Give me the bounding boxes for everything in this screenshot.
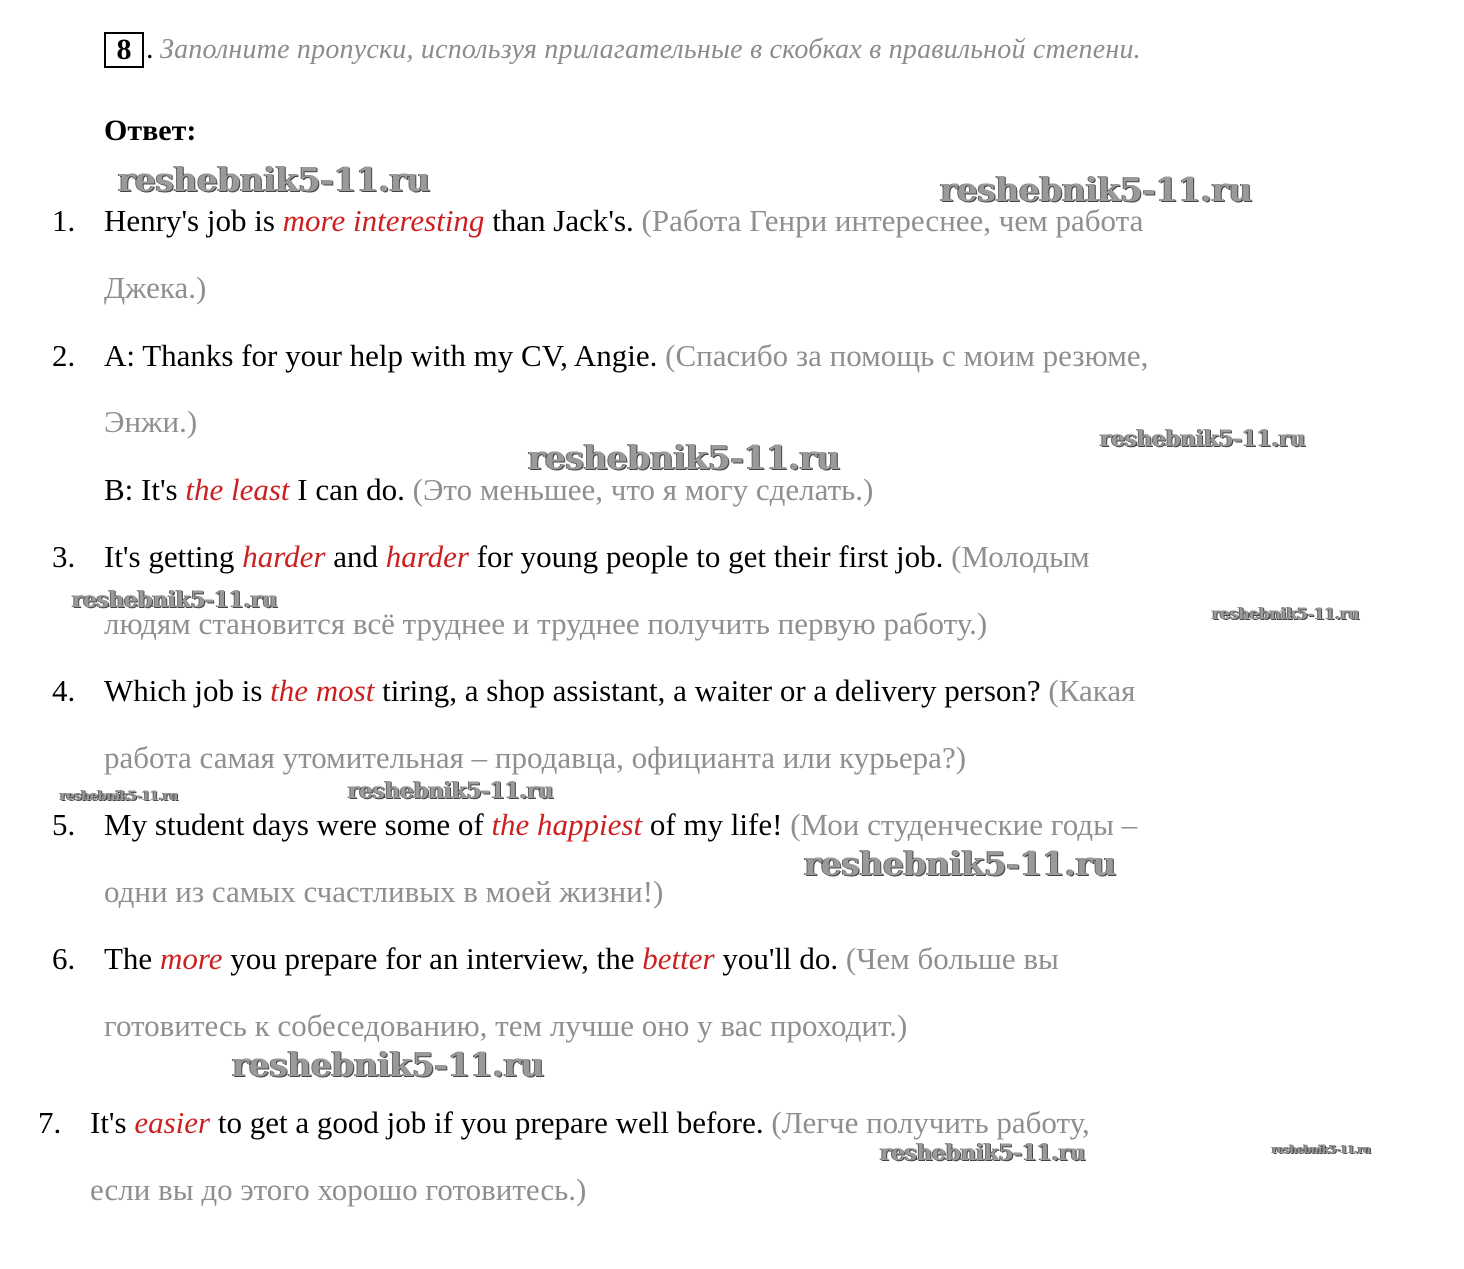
- item-3-text-mid: and: [325, 539, 386, 574]
- item-1-text: Henry's job is: [104, 203, 283, 238]
- item-3-text: It's getting: [104, 539, 243, 574]
- item-7-number: 7.: [38, 1105, 62, 1140]
- watermark: reshebnik5-11.ru: [940, 170, 1252, 209]
- item-4-answer: the most: [270, 673, 375, 708]
- item-3-number: 3.: [52, 539, 76, 574]
- item-1-translation-cont: Джека.): [104, 270, 207, 305]
- item-1-line-1: [104, 205, 1143, 236]
- item-3-text-after: for young people to get their first job.: [468, 539, 952, 574]
- task-number-box: 8: [104, 32, 144, 68]
- item-3-answer-2: harder: [385, 539, 469, 574]
- item-2-answer: the least: [185, 472, 290, 507]
- watermark: reshebnik5-11.ru: [348, 778, 554, 804]
- item-3-answer-1: harder: [242, 539, 326, 574]
- item-3-translation-cont: людям становится всё труднее и труднее получить первую работу.): [104, 606, 988, 641]
- item-6-text: The: [104, 941, 160, 976]
- item-6-answer-2: better: [642, 941, 715, 976]
- item-6-line-1: [104, 943, 1059, 974]
- item-7-translation-cont: если вы до этого хорошо готовитесь.): [90, 1172, 587, 1207]
- task-instruction: Заполните пропуски, используя прилагательные в скобках в правильной степени.: [160, 34, 1141, 65]
- item-5-number: 5.: [52, 807, 76, 842]
- item-7-line-1: [90, 1107, 1090, 1138]
- item-3-translation: (Молодым: [951, 539, 1090, 574]
- watermark: reshebnik5-11.ru: [804, 844, 1116, 883]
- item-6-number: 6.: [52, 941, 76, 976]
- item-2-b-text: B: It's: [104, 472, 186, 507]
- item-1-text-after: than Jack's.: [484, 203, 642, 238]
- item-1-number: 1.: [52, 203, 76, 238]
- item-2-number: 2.: [52, 338, 76, 373]
- item-6-text-mid: you prepare for an interview, the: [222, 941, 643, 976]
- watermark: reshebnik5-11.ru: [528, 438, 840, 477]
- item-2-translation-cont: Энжи.): [104, 404, 198, 439]
- item-4-line-1: [104, 675, 1135, 706]
- item-4-text: Which job is: [104, 673, 271, 708]
- item-5-translation-cont: одни из самых счастливых в моей жизни!): [104, 874, 664, 909]
- answer-label: Ответ:: [104, 114, 197, 147]
- watermark: reshebnik5-11.ru: [1272, 1143, 1371, 1156]
- watermark: reshebnik5-11.ru: [60, 789, 179, 804]
- watermark: reshebnik5-11.ru: [1212, 604, 1360, 623]
- item-4-translation: (Какая: [1048, 673, 1136, 708]
- item-6-answer-1: more: [159, 941, 223, 976]
- item-2-line-3: [104, 474, 873, 505]
- watermark: reshebnik5-11.ru: [72, 587, 278, 613]
- item-7-text-after: to get a good job if you prepare well before.: [210, 1105, 772, 1140]
- watermark: reshebnik5-11.ru: [118, 160, 430, 199]
- item-5-answer: the happiest: [491, 807, 643, 842]
- item-1-answer: more interesting: [282, 203, 485, 238]
- watermark: reshebnik5-11.ru: [1100, 426, 1306, 452]
- watermark: reshebnik5-11.ru: [232, 1045, 544, 1084]
- item-3-line-1: [104, 541, 1090, 572]
- item-7-answer: easier: [134, 1105, 211, 1140]
- item-2-b-translation: (Это меньшее, что я могу сделать.): [412, 472, 874, 507]
- item-2-text: A: Thanks for your help with my CV, Angie.: [104, 338, 666, 373]
- item-1-translation: (Работа Генри интереснее, чем работа: [641, 203, 1144, 238]
- item-5-line-1: [104, 809, 1137, 840]
- item-2-b-text-after: I can do.: [289, 472, 413, 507]
- item-5-text-after: of my life!: [642, 807, 791, 842]
- item-5-translation: (Мои студенческие годы –: [790, 807, 1138, 842]
- item-6-translation-cont: готовитесь к собеседованию, тем лучше оно у вас проходит.): [104, 1008, 908, 1043]
- item-2-translation: (Спасибо за помощь с моим резюме,: [665, 338, 1149, 373]
- item-5-text: My student days were some of: [104, 807, 492, 842]
- item-7-translation: (Легче получить работу,: [771, 1105, 1090, 1140]
- item-7-text: It's: [90, 1105, 135, 1140]
- watermark: reshebnik5-11.ru: [880, 1140, 1086, 1166]
- item-2-line-1: [104, 340, 1148, 371]
- item-4-number: 4.: [52, 673, 76, 708]
- item-6-translation: (Чем больше вы: [845, 941, 1059, 976]
- item-4-translation-cont: работа самая утомительная – продавца, официанта или курьера?): [104, 740, 967, 775]
- task-number-dot: .: [146, 32, 154, 65]
- item-6-text-after: you'll do.: [714, 941, 846, 976]
- item-4-text-after: tiring, a shop assistant, a waiter or a delivery person?: [374, 673, 1049, 708]
